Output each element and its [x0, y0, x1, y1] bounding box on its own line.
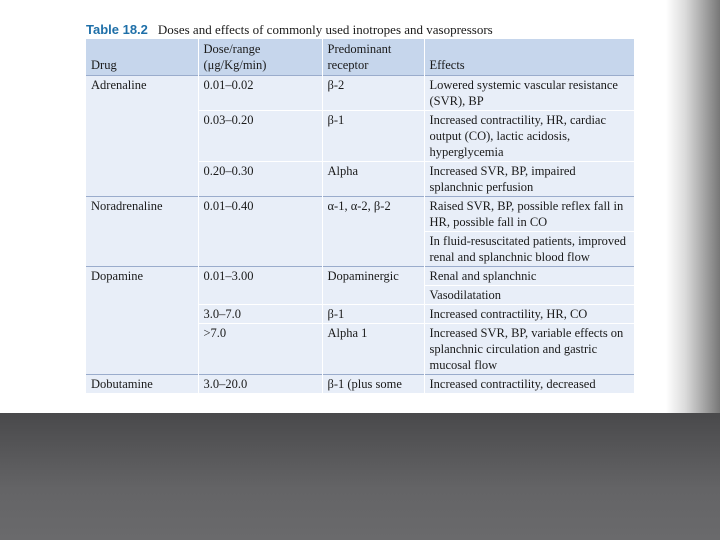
cell-dose: 0.01–0.02: [198, 76, 322, 111]
table-caption: [86, 22, 493, 38]
cell-dose: 0.20–0.30: [198, 162, 322, 197]
cell-drug: Adrenaline: [86, 76, 198, 111]
cell-receptor: [322, 286, 424, 305]
cell-drug: Dopamine: [86, 267, 198, 286]
cell-effects: Increased contractility, HR, cardiac output (CO), lactic acidosis, hyperglycemia: [424, 111, 634, 162]
table-title: Doses and effects of commonly used inotropes and vasopressors: [157, 22, 493, 37]
cell-receptor: β-2: [322, 76, 424, 111]
cell-receptor: α-1, α-2, β-2: [322, 197, 424, 232]
cell-dose: 0.01–3.00: [198, 267, 322, 286]
table-number: Table 18.2: [86, 22, 148, 37]
cell-effects: Increased SVR, BP, variable effects on splanchnic circulation and gastric mucosal flow: [424, 324, 634, 375]
drug-table: [86, 39, 635, 393]
cell-receptor: Dopaminergic: [322, 267, 424, 286]
slide-bottom-background: [0, 413, 720, 540]
slide-edge-shading: [666, 0, 720, 413]
table-row: [86, 305, 634, 324]
cell-drug: [86, 232, 198, 267]
table-row: [86, 375, 634, 394]
cell-effects: Lowered systemic vascular resistance (SVR), BP: [424, 76, 634, 111]
cell-receptor: β-1 (plus some: [322, 375, 424, 394]
cell-dose: 0.03–0.20: [198, 111, 322, 162]
cell-receptor: β-1: [322, 305, 424, 324]
table-row: [86, 286, 634, 305]
table-row: [86, 162, 634, 197]
cell-dose: [198, 232, 322, 267]
header-receptor: Predominant receptor: [322, 39, 424, 76]
cell-drug: [86, 286, 198, 305]
header-drug: Drug: [86, 39, 198, 76]
cell-effects: In fluid-resuscitated patients, improved renal and splanchnic blood flow: [424, 232, 634, 267]
cell-drug: [86, 324, 198, 375]
cell-effects: Vasodilatation: [424, 286, 634, 305]
cell-dose: 3.0–7.0: [198, 305, 322, 324]
cell-drug: [86, 162, 198, 197]
cell-dose: [198, 286, 322, 305]
cell-drug: Dobutamine: [86, 375, 198, 394]
header-dose: Dose/range (μg/Kg/min): [198, 39, 322, 76]
cell-receptor: Alpha 1: [322, 324, 424, 375]
cell-drug: [86, 305, 198, 324]
cell-receptor: [322, 232, 424, 267]
cell-drug: Noradrenaline: [86, 197, 198, 232]
cell-effects: Raised SVR, BP, possible reflex fall in HR, possible fall in CO: [424, 197, 634, 232]
table-row: [86, 267, 634, 286]
table-row: [86, 111, 634, 162]
cell-effects: Increased contractility, HR, CO: [424, 305, 634, 324]
cell-effects: Increased contractility, decreased: [424, 375, 634, 394]
cell-dose: 3.0–20.0: [198, 375, 322, 394]
cell-dose: >7.0: [198, 324, 322, 375]
table-row: [86, 76, 634, 111]
cell-dose: 0.01–0.40: [198, 197, 322, 232]
table-row: [86, 232, 634, 267]
table-row: [86, 197, 634, 232]
cell-effects: Renal and splanchnic: [424, 267, 634, 286]
cell-receptor: Alpha: [322, 162, 424, 197]
cell-effects: Increased SVR, BP, impaired splanchnic perfusion: [424, 162, 634, 197]
cell-receptor: β-1: [322, 111, 424, 162]
header-effects: Effects: [424, 39, 634, 76]
table-row: [86, 324, 634, 375]
table-header-row: [86, 39, 634, 76]
cell-drug: [86, 111, 198, 162]
